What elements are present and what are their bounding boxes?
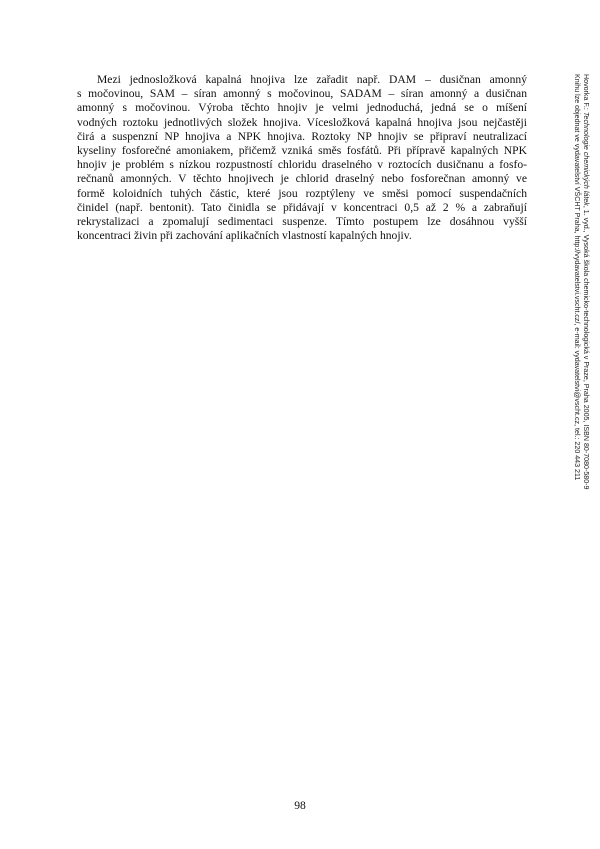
paragraph-line: Mezi jednosložková kapalná hnojiva lze zařadit např. DAM – dusičnan amonný bbox=[97, 73, 527, 86]
side-citation-text bbox=[571, 74, 590, 554]
paragraph-line: s močovinou, SAM – síran amonný s močovinou, SADAM – síran amonný a dusičnan bbox=[77, 87, 527, 101]
paragraph-line: vodných roztoku jednotlivých složek hnojiva. Vícesložková kapalná hnojiva jsou nejčastěji bbox=[77, 115, 527, 129]
citation-author: Hovorka F.: bbox=[582, 74, 590, 110]
paragraph-line: formě koloidních tuhých částic, které jsou rozptýleny ve směsi pomocí suspendačních bbox=[77, 186, 527, 200]
body-paragraph bbox=[77, 73, 527, 243]
paragraph-line: hnojiv je problém s nízkou rozpustností chloridu draselného v roztocích dusičnanu a fosfo- bbox=[77, 158, 527, 172]
page-number: 98 bbox=[294, 799, 306, 812]
citation-line-1 bbox=[581, 74, 590, 554]
paragraph-line: rečnanů amonných. V těchto hnojivech je chlorid draselný nebo fosforečnan amonný ve bbox=[77, 172, 527, 186]
paragraph-line: amonný s močovinou. Výroba těchto hnojiv je velmi jednoduchá, jedná se o míšení bbox=[77, 101, 527, 115]
paragraph-line: čirá a suspenzní NP hnojiva a NPK hnojiva. Roztoky NP hnojiv se připraví neutralizací bbox=[77, 129, 527, 143]
citation-line-2: Knihu lze objednat ve vydavatelství VŠCHT Praha, http://vydavatelstvi.vscht.cz/, e-mail: vydavatelstvi@vscht.cz, tel.: 220 443 211 bbox=[572, 74, 581, 481]
paragraph-line: činidel (např. bentonit). Tato činidla se přidávají v koncentraci 0,5 až 2 % a zabraňují bbox=[77, 200, 527, 214]
paragraph-line: rekrystalizaci a zpomalují sedimentaci suspenze. Tímto postupem lze dosáhnou vyšší bbox=[77, 215, 527, 229]
paragraph-line: koncentraci živin při zachování aplikačních vlastností kapalných hnojiv. bbox=[77, 229, 412, 243]
citation-title: Technologie chemických látek bbox=[582, 111, 590, 206]
citation-details: , 1. vyd., Vysoká škola chemicko-technologická v Praze, Praha 2005, ISBN 80-7080-580-9 bbox=[582, 205, 590, 490]
side-citation bbox=[550, 74, 590, 554]
paragraph-line: kyseliny fosforečné amoniakem, přičemž vzniká směs fosfátů. Při přípravě kapalných NPK bbox=[77, 144, 527, 158]
